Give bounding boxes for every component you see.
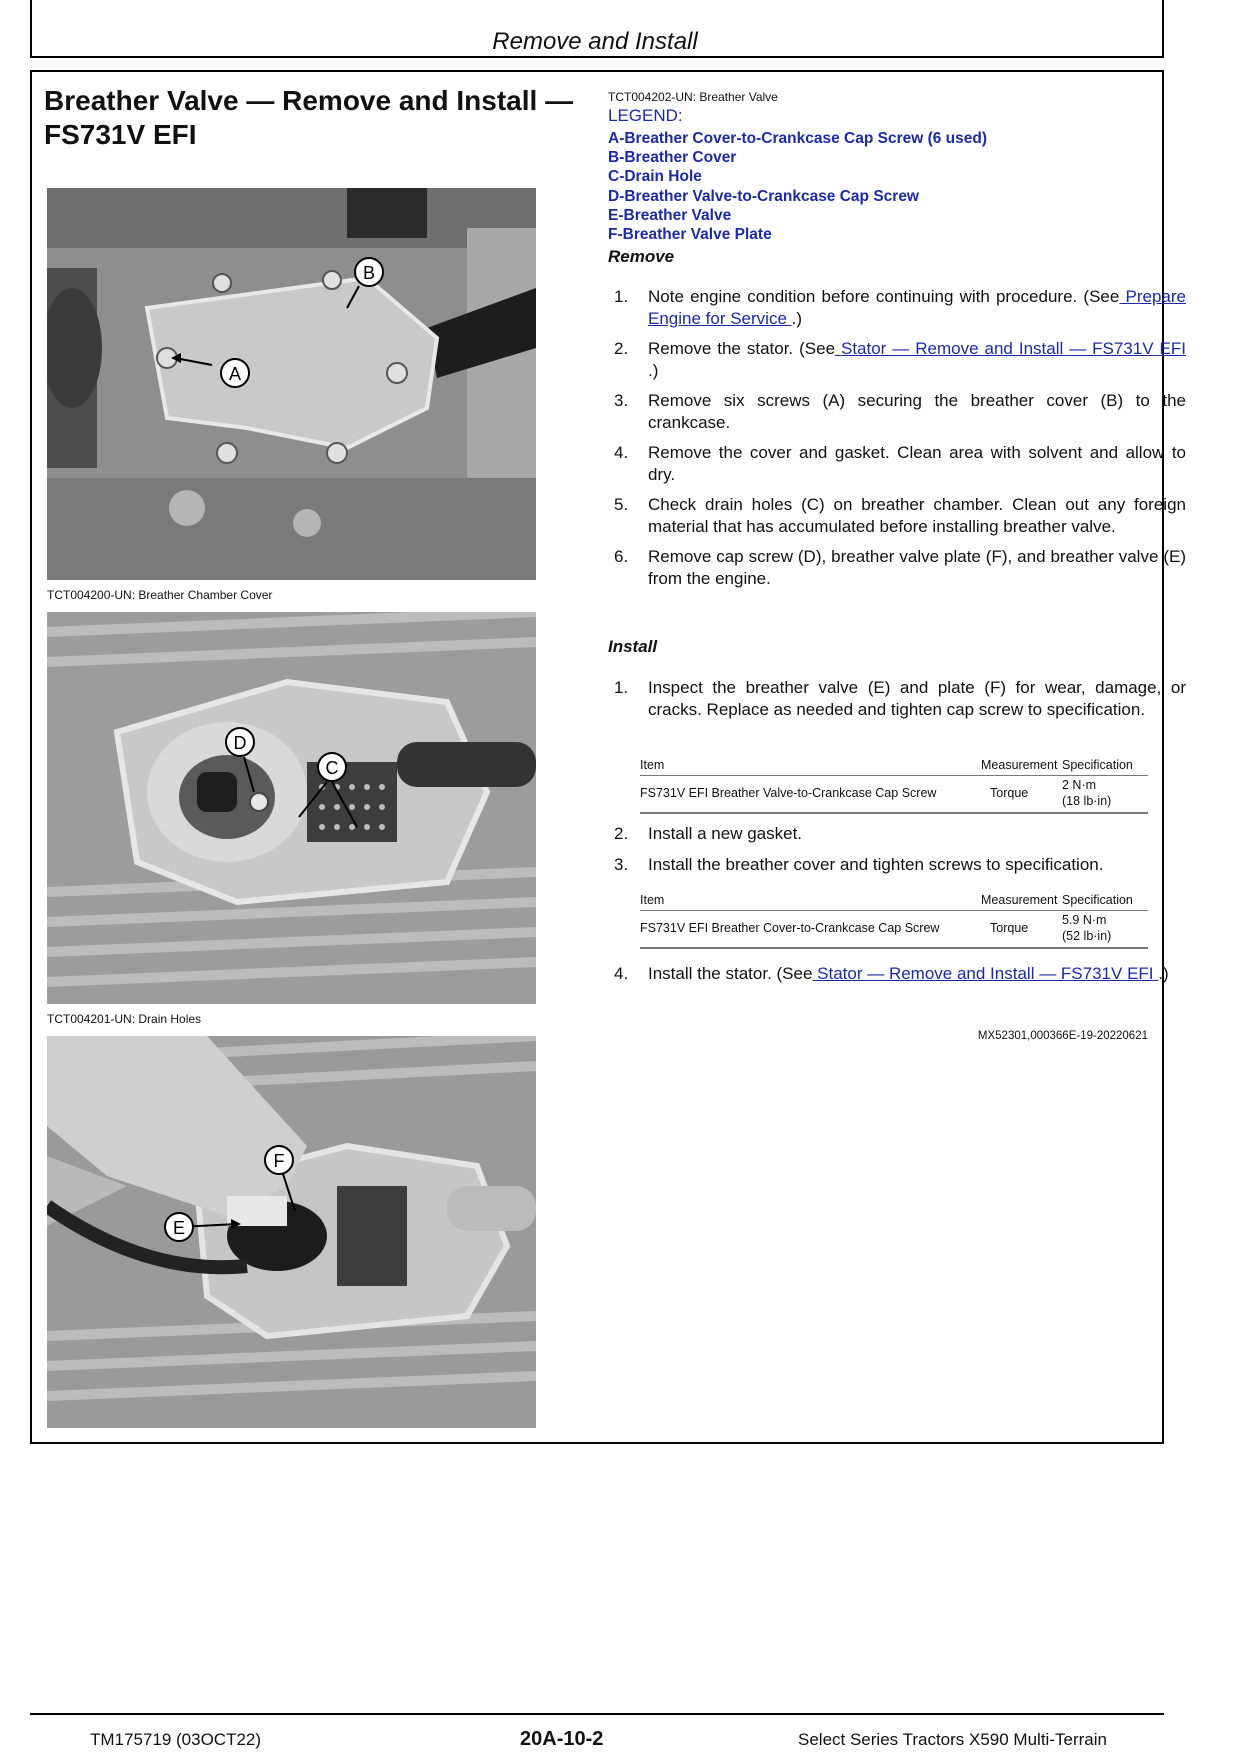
- prepare-engine-link[interactable]: Prepare Engine for Service: [648, 287, 1186, 328]
- spec-measurement: Torque: [990, 786, 1029, 800]
- step-item: [608, 338, 1186, 381]
- step-text: Remove the stator. (See: [648, 339, 836, 358]
- photo-drain-holes: [47, 612, 536, 1004]
- column-header-specification: Specification: [1062, 893, 1133, 907]
- step-item: [608, 546, 1186, 589]
- step-text: Note engine condition before continuing with procedure. (See: [648, 287, 1120, 306]
- legend-list: [608, 129, 1148, 244]
- page-number: 20A-10-2: [520, 1728, 604, 1750]
- callout-a: A: [228, 364, 242, 384]
- step-number: 4.: [614, 964, 629, 983]
- footer-manual-id: TM175719 (03OCT22): [90, 1730, 262, 1749]
- figure-caption: TCT004201-UN: Drain Holes: [47, 1012, 202, 1026]
- step-item: [608, 854, 1186, 876]
- spec-measurement: Torque: [990, 921, 1029, 935]
- step-text: .): [1158, 964, 1169, 983]
- step-item: [608, 286, 1186, 329]
- step-number: 6.: [614, 547, 629, 566]
- footer-title: Select Series Tractors X590 Multi-Terrain: [798, 1730, 1107, 1749]
- step-number: 1.: [614, 287, 629, 306]
- running-header: Remove and Install: [492, 28, 698, 55]
- callout-c: C: [325, 758, 339, 778]
- footer-rule: [30, 1713, 1164, 1715]
- column-header-measurement: Measurement: [981, 893, 1058, 907]
- step-item: [608, 823, 1186, 845]
- step-text: Install the breather cover and tighten screws to specification.: [648, 854, 1104, 874]
- spec-table-header: [640, 893, 1148, 911]
- legend-item: B-Breather Cover: [608, 149, 737, 167]
- step-text: Remove six screws (A) securing the breather cover (B) to the crankcase.: [648, 391, 1186, 432]
- install-steps: [608, 963, 1169, 994]
- legend-item: D-Breather Valve-to-Crankcase Cap Screw: [608, 187, 919, 205]
- legend-item: F-Breather Valve Plate: [608, 226, 772, 244]
- column-header-item: Item: [640, 893, 665, 907]
- step-item: [608, 390, 1186, 433]
- step-text: Install the stator. (See: [648, 964, 813, 983]
- install-steps: [608, 677, 1186, 729]
- figure-caption: TCT004200-UN: Breather Chamber Cover: [47, 588, 273, 602]
- step-number: 1.: [614, 678, 629, 697]
- step-item: [608, 677, 1186, 720]
- step-number: 4.: [614, 443, 629, 462]
- callout-f: F: [273, 1151, 285, 1171]
- remove-heading: Remove: [608, 247, 675, 266]
- spec-row: [640, 776, 1148, 814]
- photo-breather-valve: [47, 1036, 536, 1428]
- step-text: Check drain holes (C) on breather chamber. Clean out any foreign material that has accumulated before installing breather valve.: [648, 495, 1186, 536]
- spec-value-imperial: (18 lb·in): [1062, 794, 1112, 808]
- step-text: .): [791, 308, 803, 328]
- callout-d: D: [233, 733, 247, 753]
- callout-e: E: [172, 1218, 186, 1238]
- stator-link[interactable]: Stator — Remove and Install — FS731V EFI: [812, 964, 1159, 983]
- remove-steps: [608, 286, 1186, 598]
- legend-item: C-Drain Hole: [608, 168, 702, 186]
- spec-table: [640, 758, 1148, 814]
- spec-value: 5.9 N·m: [1062, 913, 1107, 927]
- legend-item: A-Breather Cover-to-Crankcase Cap Screw (6 used): [608, 130, 988, 147]
- step-text: .): [648, 360, 659, 380]
- step-number: 2.: [614, 339, 629, 358]
- stator-link[interactable]: Stator — Remove and Install — FS731V EFI: [835, 339, 1186, 358]
- step-text: Inspect the breather valve (E) and plate (F) for wear, damage, or cracks. Replace as needed and tighten cap screw to specification.: [648, 678, 1186, 719]
- step-text: Remove the cover and gasket. Clean area with solvent and allow to dry.: [648, 443, 1186, 484]
- spec-row: [640, 911, 1148, 949]
- photo-breather-chamber-cover: [47, 188, 536, 580]
- callout-b: B: [362, 263, 376, 283]
- section-title: Breather Valve — Remove and Install — FS731V EFI: [44, 85, 574, 150]
- column-header-item: Item: [640, 758, 665, 772]
- spec-table: [640, 893, 1148, 949]
- column-header-specification: Specification: [1062, 758, 1133, 772]
- install-heading: Install: [608, 637, 658, 656]
- spec-item: FS731V EFI Breather Valve-to-Crankcase Cap Screw: [640, 786, 937, 800]
- step-number: 2.: [614, 824, 629, 843]
- figure-caption: TCT004202-UN: Breather Valve: [608, 90, 778, 104]
- step-text: Install a new gasket.: [648, 824, 803, 843]
- legend-title: LEGEND:: [608, 106, 683, 125]
- spec-value: 2 N·m: [1062, 778, 1097, 792]
- step-item: [608, 494, 1186, 537]
- spec-value-imperial: (52 lb·in): [1062, 929, 1112, 943]
- step-item: [608, 442, 1186, 485]
- column-header-measurement: Measurement: [981, 758, 1058, 772]
- legend-item: E-Breather Valve: [608, 206, 732, 224]
- step-number: 3.: [614, 854, 629, 874]
- spec-table-header: [640, 758, 1148, 776]
- step-item: [608, 963, 1186, 985]
- install-steps: [608, 823, 1148, 884]
- step-text: Remove cap screw (D), breather valve plate (F), and breather valve (E) from the engine.: [648, 547, 1186, 588]
- spec-item: FS731V EFI Breather Cover-to-Crankcase Cap Screw: [640, 921, 940, 935]
- document-id: MX52301,000366E-19-20220621: [977, 1030, 1148, 1042]
- step-number: 3.: [614, 391, 629, 410]
- step-number: 5.: [614, 495, 629, 514]
